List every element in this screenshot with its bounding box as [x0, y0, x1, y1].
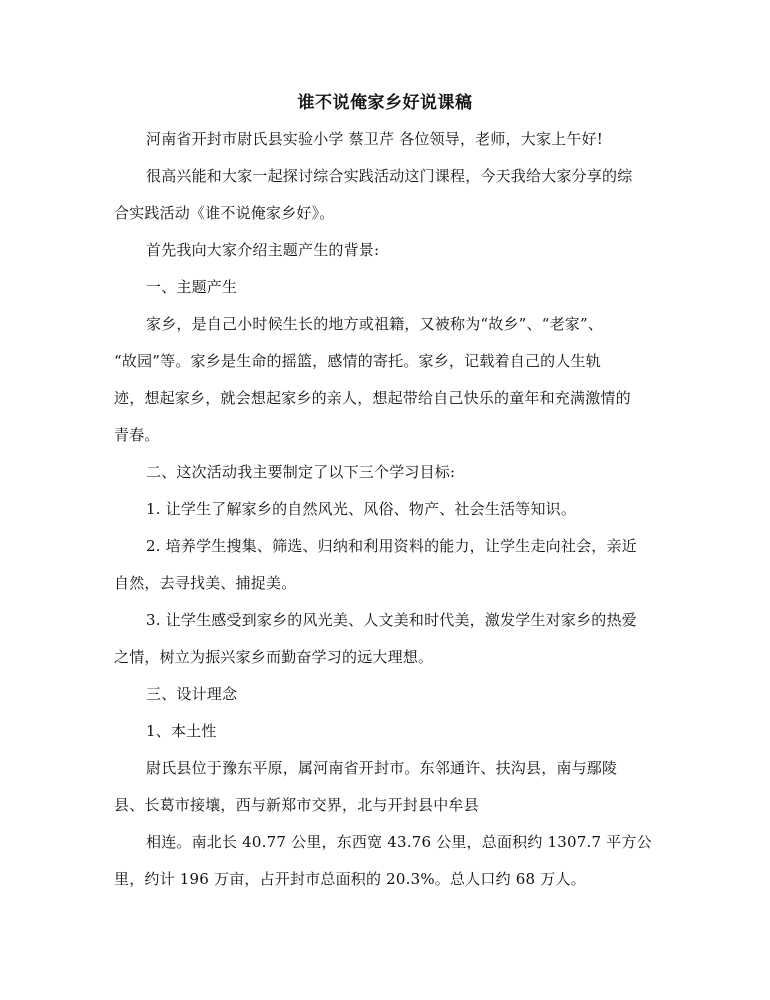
paragraph-line: 里，约计 196 万亩，占开封市总面积的 20.3%。总人口约 68 万人。: [114, 870, 586, 888]
list-item: 2. 培养学生搜集、筛选、归纳和利用资料的能力，让学生走向社会，亲近: [146, 537, 637, 555]
list-item: 1. 让学生了解家乡的自然风光、风俗、物产、社会生活等知识。: [146, 500, 577, 518]
paragraph-line: 县、长葛市接壤，西与新郑市交界，北与开封县中牟县: [114, 796, 479, 814]
section-heading: 三、设计理念: [146, 685, 238, 703]
paragraph-line: 尉氏县位于豫东平原，属河南省开封市。东邻通许、扶沟县，南与鄢陵: [146, 759, 618, 777]
section-heading: 一、主题产生: [146, 278, 238, 296]
paragraph-line: “故园”等。家乡是生命的摇篮，感情的寄托。家乡，记载着自己的人生轨: [114, 352, 601, 370]
list-item-continuation: 自然，去寻找美、捕捉美。: [114, 574, 297, 592]
list-item-continuation: 之情，树立为振兴家乡而勤奋学习的远大理想。: [114, 648, 434, 666]
subsection-heading: 1、本土性: [146, 722, 217, 740]
paragraph-line: 青春。: [114, 426, 160, 444]
paragraph-line: 相连。南北长 40.77 公里，东西宽 43.76 公里，总面积约 1307.7 平方公: [146, 833, 652, 851]
paragraph-line: 迹，想起家乡，就会想起家乡的亲人，想起带给自己快乐的童年和充满激情的: [114, 389, 631, 407]
paragraph-line: 河南省开封市尉氏县实验小学 蔡卫芹 各位领导，老师，大家上午好!: [146, 130, 603, 148]
paragraph-line: 很高兴能和大家一起探讨综合实践活动这门课程，今天我给大家分享的综: [146, 167, 633, 185]
paragraph-line: 合实践活动《谁不说俺家乡好》。: [114, 204, 335, 222]
paragraph-line: 首先我向大家介绍主题产生的背景:: [146, 241, 380, 259]
document-title: 谁不说俺家乡好说课稿: [297, 93, 473, 113]
section-heading: 二、这次活动我主要制定了以下三个学习目标:: [146, 463, 456, 481]
paragraph-line: 家乡，是自己小时候生长的地方或祖籍，又被称为“故乡”、“老家”、: [146, 315, 604, 333]
list-item: 3. 让学生感受到家乡的风光美、人文美和时代美，激发学生对家乡的热爱: [146, 611, 637, 629]
